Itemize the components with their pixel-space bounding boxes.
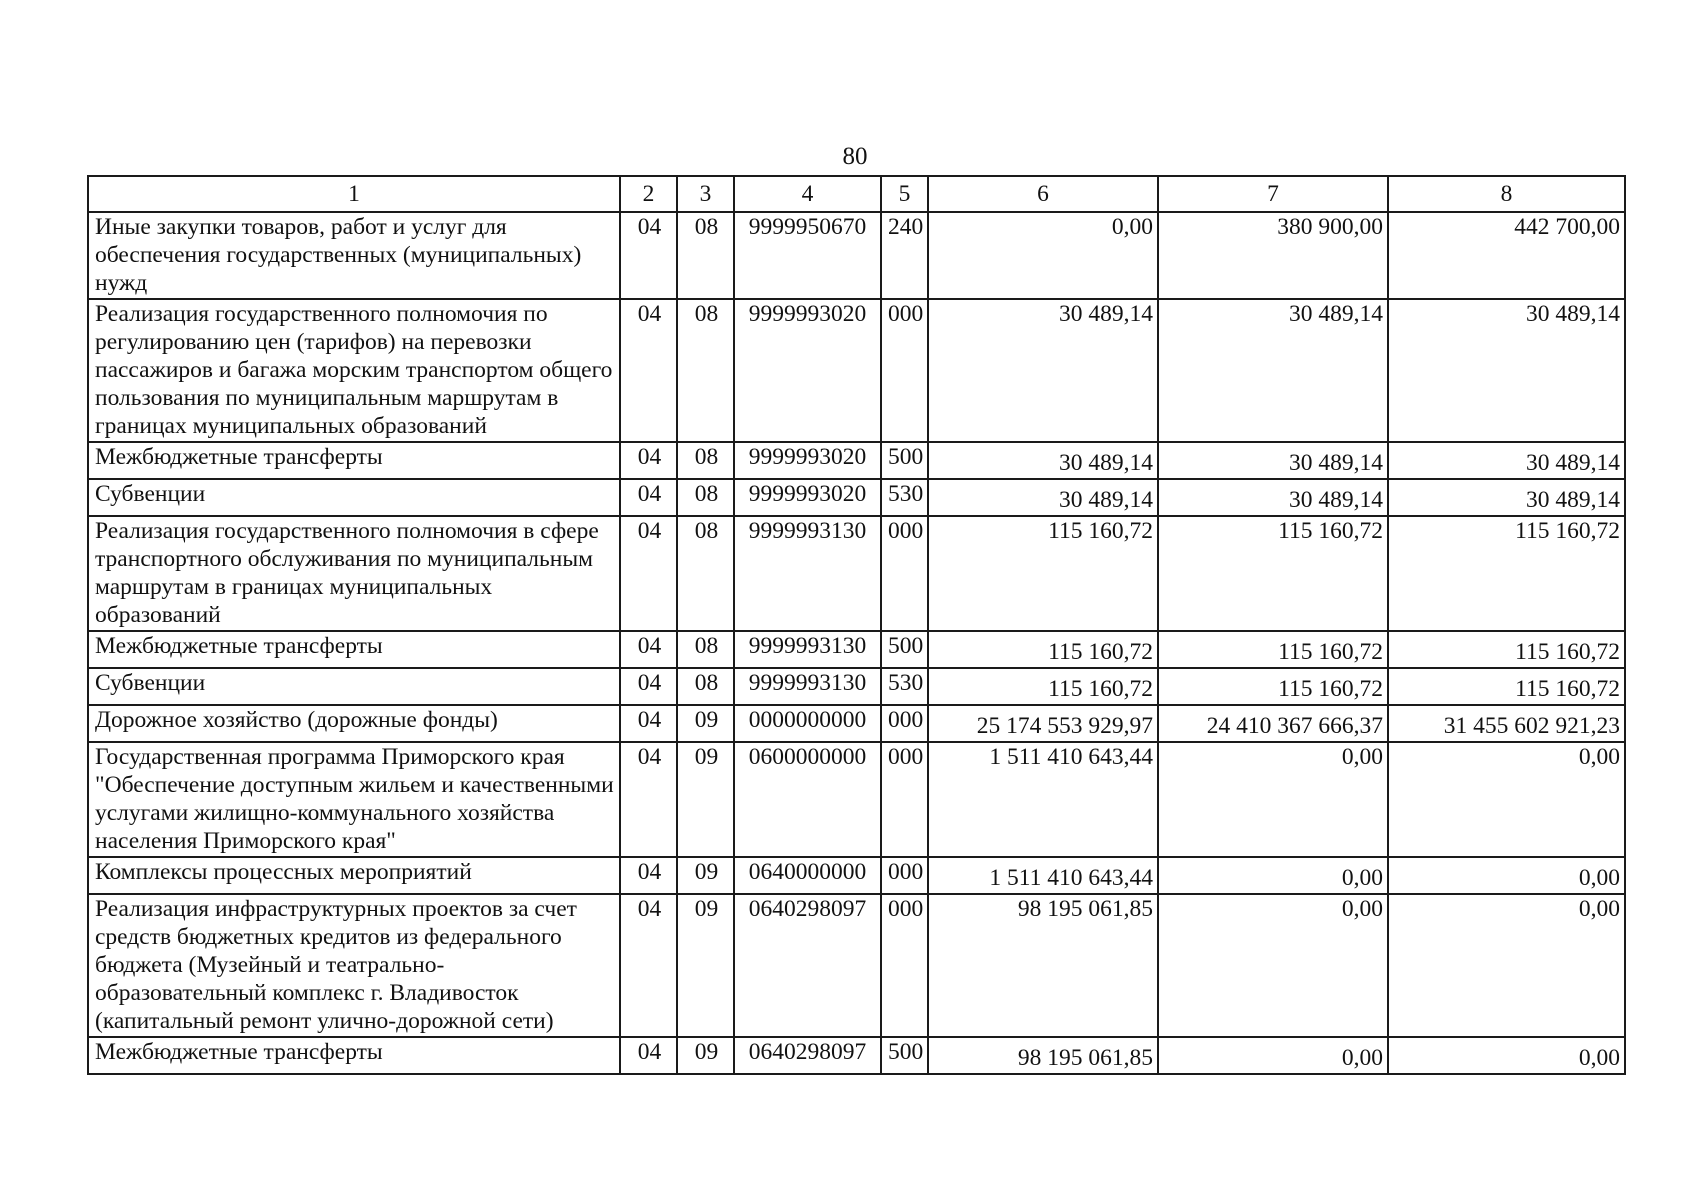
amount-col6: 30 489,14 — [928, 442, 1158, 479]
amount-col8: 0,00 — [1388, 857, 1625, 894]
code-expense-type: 530 — [881, 479, 928, 516]
amount-col6: 30 489,14 — [928, 479, 1158, 516]
code-target: 9999993020 — [734, 442, 881, 479]
amount-col7: 30 489,14 — [1158, 442, 1388, 479]
column-header: 8 — [1388, 176, 1625, 212]
item-name: Реализация инфраструктурных проектов за счет средств бюджетных кредитов из федерального бюджета (Музейный и театрально-образовательный комплекс г. Владивосток (капитальный ремонт улично-дорожной сети) — [88, 894, 620, 1037]
amount-col6: 115 160,72 — [928, 516, 1158, 631]
code-subsection: 08 — [677, 631, 734, 668]
code-section: 04 — [620, 299, 677, 442]
item-name: Комплексы процессных мероприятий — [88, 857, 620, 894]
table-row — [88, 212, 1625, 299]
code-target: 9999993130 — [734, 668, 881, 705]
code-expense-type: 530 — [881, 668, 928, 705]
code-section: 04 — [620, 894, 677, 1037]
table-row — [88, 742, 1625, 857]
code-subsection: 09 — [677, 742, 734, 857]
code-subsection: 08 — [677, 479, 734, 516]
column-header: 2 — [620, 176, 677, 212]
table-row — [88, 705, 1625, 742]
amount-col7: 24 410 367 666,37 — [1158, 705, 1388, 742]
code-subsection: 08 — [677, 212, 734, 299]
code-subsection: 08 — [677, 442, 734, 479]
amount-col8: 30 489,14 — [1388, 479, 1625, 516]
item-name: Государственная программа Приморского края "Обеспечение доступным жильем и качественными услугами жилищно-коммунального хозяйства населения Приморского края" — [88, 742, 620, 857]
code-section: 04 — [620, 857, 677, 894]
code-target: 0600000000 — [734, 742, 881, 857]
amount-col8: 115 160,72 — [1388, 516, 1625, 631]
amount-col8: 0,00 — [1388, 742, 1625, 857]
code-subsection: 08 — [677, 516, 734, 631]
amount-col8: 30 489,14 — [1388, 442, 1625, 479]
code-expense-type: 500 — [881, 442, 928, 479]
code-target: 9999993020 — [734, 299, 881, 442]
code-expense-type: 000 — [881, 742, 928, 857]
column-header: 1 — [88, 176, 620, 212]
column-header: 4 — [734, 176, 881, 212]
code-target: 0640298097 — [734, 894, 881, 1037]
amount-col7: 115 160,72 — [1158, 668, 1388, 705]
code-section: 04 — [620, 479, 677, 516]
code-subsection: 08 — [677, 668, 734, 705]
amount-col7: 30 489,14 — [1158, 299, 1388, 442]
table-row — [88, 894, 1625, 1037]
item-name: Иные закупки товаров, работ и услуг для обеспечения государственных (муниципальных) нужд — [88, 212, 620, 299]
code-subsection: 09 — [677, 705, 734, 742]
item-name: Межбюджетные трансферты — [88, 1037, 620, 1074]
table-row — [88, 299, 1625, 442]
table-row — [88, 857, 1625, 894]
amount-col6: 115 160,72 — [928, 668, 1158, 705]
code-target: 0640000000 — [734, 857, 881, 894]
table-row — [88, 516, 1625, 631]
item-name: Дорожное хозяйство (дорожные фонды) — [88, 705, 620, 742]
amount-col8: 115 160,72 — [1388, 668, 1625, 705]
item-name: Реализация государственного полномочия в сфере транспортного обслуживания по муниципальным маршрутам в границах муниципальных образований — [88, 516, 620, 631]
amount-col6: 98 195 061,85 — [928, 894, 1158, 1037]
header-row — [88, 176, 1625, 212]
amount-col7: 0,00 — [1158, 894, 1388, 1037]
amount-col7: 0,00 — [1158, 1037, 1388, 1074]
amount-col8: 442 700,00 — [1388, 212, 1625, 299]
code-expense-type: 000 — [881, 705, 928, 742]
code-target: 0000000000 — [734, 705, 881, 742]
code-subsection: 09 — [677, 857, 734, 894]
amount-col8: 0,00 — [1388, 1037, 1625, 1074]
code-expense-type: 000 — [881, 857, 928, 894]
amount-col6: 25 174 553 929,97 — [928, 705, 1158, 742]
code-section: 04 — [620, 705, 677, 742]
item-name: Субвенции — [88, 668, 620, 705]
amount-col8: 31 455 602 921,23 — [1388, 705, 1625, 742]
amount-col7: 115 160,72 — [1158, 631, 1388, 668]
column-header: 6 — [928, 176, 1158, 212]
code-expense-type: 500 — [881, 1037, 928, 1074]
code-target: 9999993020 — [734, 479, 881, 516]
amount-col7: 30 489,14 — [1158, 479, 1388, 516]
code-subsection: 08 — [677, 299, 734, 442]
amount-col7: 380 900,00 — [1158, 212, 1388, 299]
budget-table — [87, 175, 1626, 1075]
code-expense-type: 000 — [881, 299, 928, 442]
code-section: 04 — [620, 212, 677, 299]
amount-col6: 0,00 — [928, 212, 1158, 299]
code-section: 04 — [620, 516, 677, 631]
table-row — [88, 1037, 1625, 1074]
code-section: 04 — [620, 442, 677, 479]
item-name: Межбюджетные трансферты — [88, 631, 620, 668]
code-target: 9999993130 — [734, 631, 881, 668]
code-subsection: 09 — [677, 1037, 734, 1074]
code-target: 9999950670 — [734, 212, 881, 299]
amount-col7: 0,00 — [1158, 742, 1388, 857]
code-expense-type: 500 — [881, 631, 928, 668]
code-subsection: 09 — [677, 894, 734, 1037]
column-header: 3 — [677, 176, 734, 212]
column-header: 7 — [1158, 176, 1388, 212]
table-row — [88, 442, 1625, 479]
item-name: Субвенции — [88, 479, 620, 516]
code-section: 04 — [620, 1037, 677, 1074]
page-number: 80 — [842, 143, 868, 170]
amount-col6: 1 511 410 643,44 — [928, 857, 1158, 894]
code-target: 9999993130 — [734, 516, 881, 631]
table-row — [88, 631, 1625, 668]
code-section: 04 — [620, 631, 677, 668]
item-name: Межбюджетные трансферты — [88, 442, 620, 479]
amount-col7: 115 160,72 — [1158, 516, 1388, 631]
code-section: 04 — [620, 742, 677, 857]
code-expense-type: 000 — [881, 894, 928, 1037]
amount-col6: 98 195 061,85 — [928, 1037, 1158, 1074]
amount-col8: 0,00 — [1388, 894, 1625, 1037]
amount-col6: 115 160,72 — [928, 631, 1158, 668]
item-name: Реализация государственного полномочия по регулированию цен (тарифов) на перевозки пассажиров и багажа морским транспортом общего пользования по муниципальным маршрутам в границах муниципальных образований — [88, 299, 620, 442]
table-row — [88, 479, 1625, 516]
column-header: 5 — [881, 176, 928, 212]
amount-col8: 115 160,72 — [1388, 631, 1625, 668]
code-target: 0640298097 — [734, 1037, 881, 1074]
amount-col7: 0,00 — [1158, 857, 1388, 894]
amount-col6: 1 511 410 643,44 — [928, 742, 1158, 857]
code-expense-type: 000 — [881, 516, 928, 631]
code-expense-type: 240 — [881, 212, 928, 299]
amount-col6: 30 489,14 — [928, 299, 1158, 442]
code-section: 04 — [620, 668, 677, 705]
table-row — [88, 668, 1625, 705]
amount-col8: 30 489,14 — [1388, 299, 1625, 442]
